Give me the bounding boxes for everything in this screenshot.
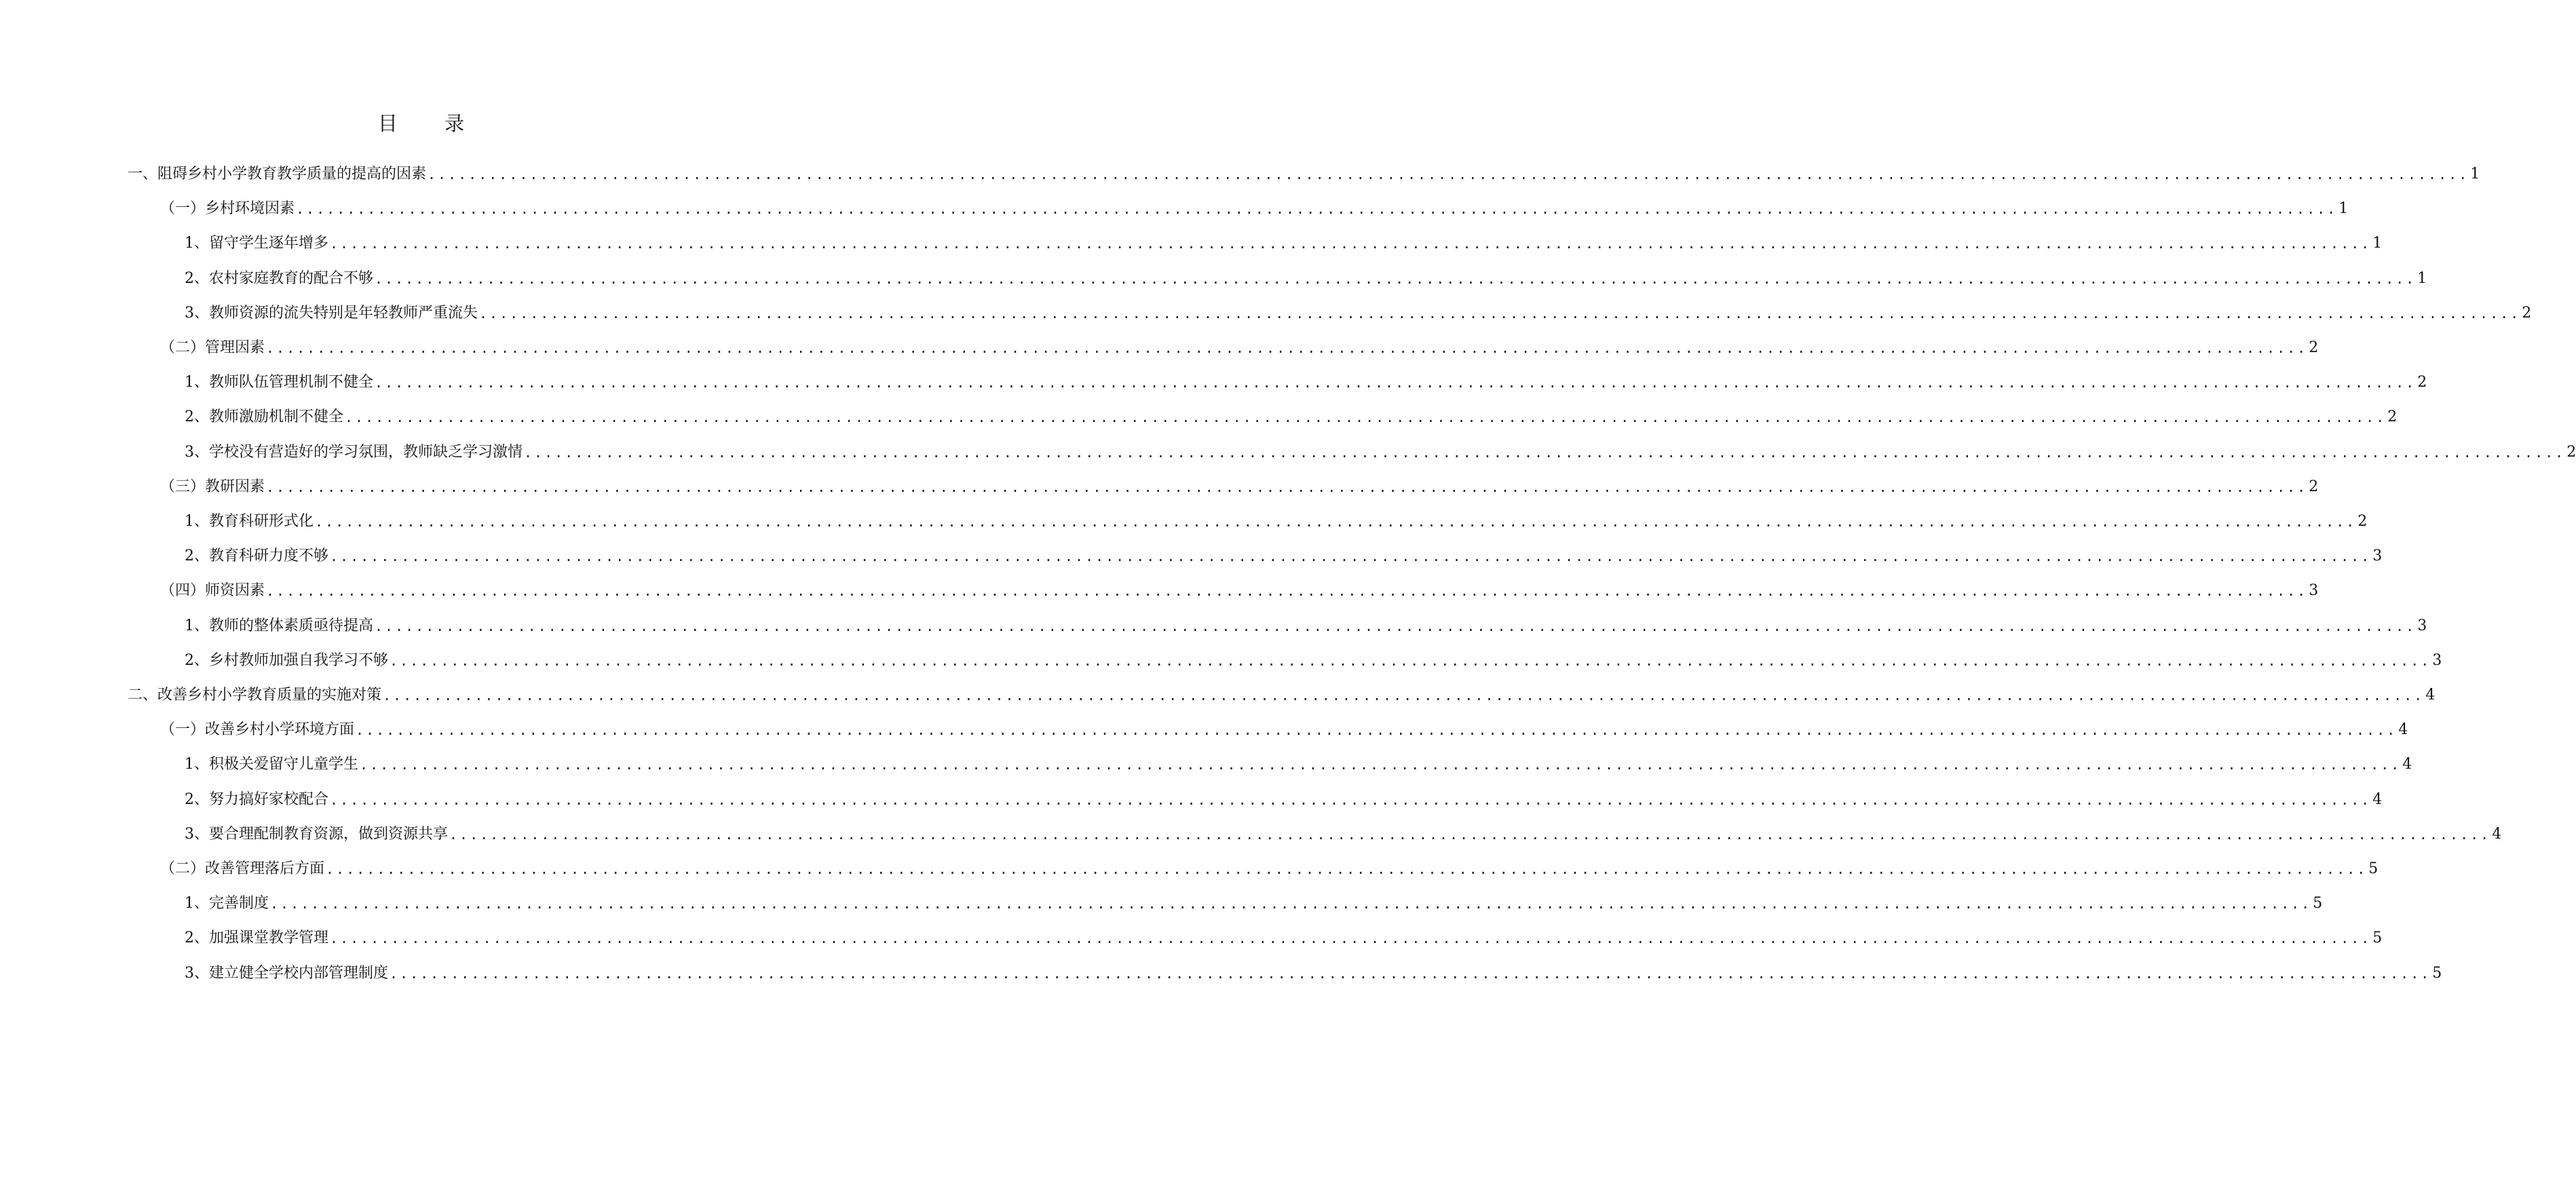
- toc-entry[interactable]: [185, 262, 2427, 289]
- toc-page-number: 5: [2432, 964, 2442, 982]
- toc-entry-text: 二、改善乡村小学教育质量的实施对策: [128, 687, 382, 704]
- toc-entry-text: 2、教育科研力度不够: [185, 548, 328, 565]
- toc-entry-text: 3、学校没有营造好的学习氛围，教师缺乏学习激情: [185, 443, 523, 461]
- toc-entry[interactable]: [160, 713, 2408, 740]
- toc-entry[interactable]: [185, 539, 2383, 567]
- toc-dot-leader: ........................................................................................................................................................................................................: [390, 965, 2431, 982]
- toc-page-number: 1: [2372, 235, 2383, 252]
- toc-page-number: 1: [2417, 269, 2427, 287]
- toc-entry[interactable]: [160, 574, 2319, 601]
- toc-entry-text: 2、教师激励机制不健全: [185, 408, 343, 426]
- toc-dot-leader: ........................................................................................................................................................................................................: [270, 896, 2312, 913]
- toc-page-number: 4: [2398, 721, 2408, 739]
- toc-page-number: 3: [2417, 617, 2427, 634]
- toc-page-number: 2: [2522, 304, 2532, 322]
- toc-page-number: 2: [2417, 374, 2427, 391]
- toc-entry[interactable]: [185, 644, 2442, 671]
- toc-entry-text: 3、建立健全学校内部管理制度: [185, 964, 388, 982]
- toc-dot-leader: ........................................................................................................................................................................................................: [375, 270, 2417, 287]
- toc-entry[interactable]: [185, 748, 2412, 775]
- toc-dot-leader: ........................................................................................................................................................................................................: [330, 791, 2372, 808]
- toc-dot-leader: ........................................................................................................................................................................................................: [360, 756, 2402, 773]
- toc-entry-text: 2、加强课堂教学管理: [185, 929, 328, 947]
- toc-entry[interactable]: [185, 887, 2323, 914]
- toc-entry-text: （三）教研因素: [160, 478, 265, 495]
- toc-entry-text: 一、阻碍乡村小学教育教学质量的提高的因素: [128, 166, 427, 183]
- toc-page-number: 2: [2309, 339, 2319, 356]
- toc-dot-leader: ........................................................................................................................................................................................................: [330, 235, 2372, 252]
- toc-entry-text: （二）管理因素: [160, 339, 265, 356]
- toc-dot-leader: ........................................................................................................................................................................................................: [296, 201, 2338, 218]
- toc-page-number: 2: [2309, 478, 2319, 495]
- toc-dot-leader: ........................................................................................................................................................................................................: [449, 826, 2491, 843]
- toc-page-number: 3: [2372, 548, 2383, 565]
- toc-entry-text: 2、乡村教师加强自我学习不够: [185, 651, 388, 669]
- toc-entry[interactable]: [185, 921, 2383, 948]
- toc-page-number: 2: [2387, 408, 2398, 426]
- toc-entry[interactable]: [160, 852, 2379, 879]
- toc-dot-leader: ........................................................................................................................................................................................................: [266, 583, 2308, 600]
- toc-entry-text: 2、农村家庭教育的配合不够: [185, 269, 373, 287]
- toc-page-number: 4: [2492, 825, 2502, 843]
- toc-entry[interactable]: [185, 436, 2576, 463]
- toc-entry-text: （一）乡村环境因素: [160, 200, 295, 218]
- toc-dot-leader: ........................................................................................................................................................................................................: [375, 617, 2417, 634]
- toc-entry[interactable]: [160, 470, 2319, 497]
- toc-title: 目 录: [377, 112, 485, 135]
- toc-entry-text: 2、努力搞好家校配合: [185, 790, 328, 808]
- toc-dot-leader: ........................................................................................................................................................................................................: [266, 478, 2308, 495]
- toc-entry[interactable]: [185, 609, 2427, 636]
- toc-entry-text: 1、积极关爱留守儿童学生: [185, 756, 358, 773]
- toc-entry-text: （二）改善管理落后方面: [160, 860, 325, 877]
- toc-entry-text: 1、完善制度: [185, 895, 269, 913]
- toc-dot-leader: ........................................................................................................................................................................................................: [479, 305, 2521, 322]
- toc-entry[interactable]: [185, 818, 2502, 845]
- toc-dot-leader: ........................................................................................................................................................................................................: [330, 548, 2372, 565]
- toc-dot-leader: ........................................................................................................................................................................................................: [326, 861, 2368, 877]
- toc-entry[interactable]: [160, 331, 2319, 358]
- toc-dot-leader: ........................................................................................................................................................................................................: [383, 687, 2425, 704]
- toc-entry-text: 3、要合理配制教育资源，做到资源共享: [185, 825, 448, 843]
- toc-page-number: 3: [2432, 651, 2442, 669]
- toc-entry[interactable]: [128, 678, 2436, 706]
- toc-entry-text: （一）改善乡村小学环境方面: [160, 721, 355, 739]
- toc-page-number: 2: [2566, 443, 2576, 461]
- toc-dot-leader: ........................................................................................................................................................................................................: [330, 930, 2372, 947]
- toc-page-number: 5: [2372, 929, 2383, 947]
- toc-entry-text: 1、留守学生逐年增多: [185, 235, 328, 252]
- toc-entry[interactable]: [185, 296, 2532, 324]
- toc-page-number: 4: [2425, 687, 2436, 704]
- toc-entry-text: （四）师资因素: [160, 582, 265, 600]
- toc-page-number: 3: [2309, 582, 2319, 600]
- toc-page-number: 5: [2368, 860, 2379, 877]
- toc-dot-leader: ........................................................................................................................................................................................................: [375, 375, 2417, 391]
- toc-dot-leader: ........................................................................................................................................................................................................: [345, 409, 2387, 426]
- toc-entry[interactable]: [185, 957, 2442, 984]
- toc-page-number: 1: [2470, 166, 2480, 183]
- toc-page-number: 4: [2372, 790, 2383, 808]
- toc-page-number: 1: [2338, 200, 2349, 218]
- toc-entry[interactable]: [160, 192, 2349, 219]
- toc-entry[interactable]: [185, 400, 2398, 427]
- toc-entry[interactable]: [185, 227, 2383, 254]
- toc-entry[interactable]: [185, 783, 2383, 810]
- toc-dot-leader: ........................................................................................................................................................................................................: [266, 340, 2308, 356]
- toc-entry-text: 1、教师队伍管理机制不健全: [185, 374, 373, 391]
- toc-dot-leader: ........................................................................................................................................................................................................: [315, 514, 2357, 530]
- toc-dot-leader: ........................................................................................................................................................................................................: [356, 722, 2398, 739]
- toc-page-number: 4: [2402, 756, 2412, 773]
- toc-entry[interactable]: [185, 366, 2427, 393]
- toc-dot-leader: ........................................................................................................................................................................................................: [390, 652, 2431, 669]
- toc-dot-leader: ........................................................................................................................................................................................................: [524, 444, 2566, 461]
- toc-entry[interactable]: [185, 505, 2368, 532]
- toc-entry[interactable]: [128, 157, 2480, 185]
- toc-dot-leader: ........................................................................................................................................................................................................: [428, 166, 2469, 183]
- toc-entry-text: 3、教师资源的流失特别是年轻教师严重流失: [185, 304, 478, 322]
- toc-page-number: 5: [2313, 895, 2323, 913]
- toc-entry-text: 1、教师的整体素质亟待提高: [185, 617, 373, 634]
- toc-page-number: 2: [2357, 513, 2368, 530]
- toc-entry-text: 1、教育科研形式化: [185, 513, 314, 530]
